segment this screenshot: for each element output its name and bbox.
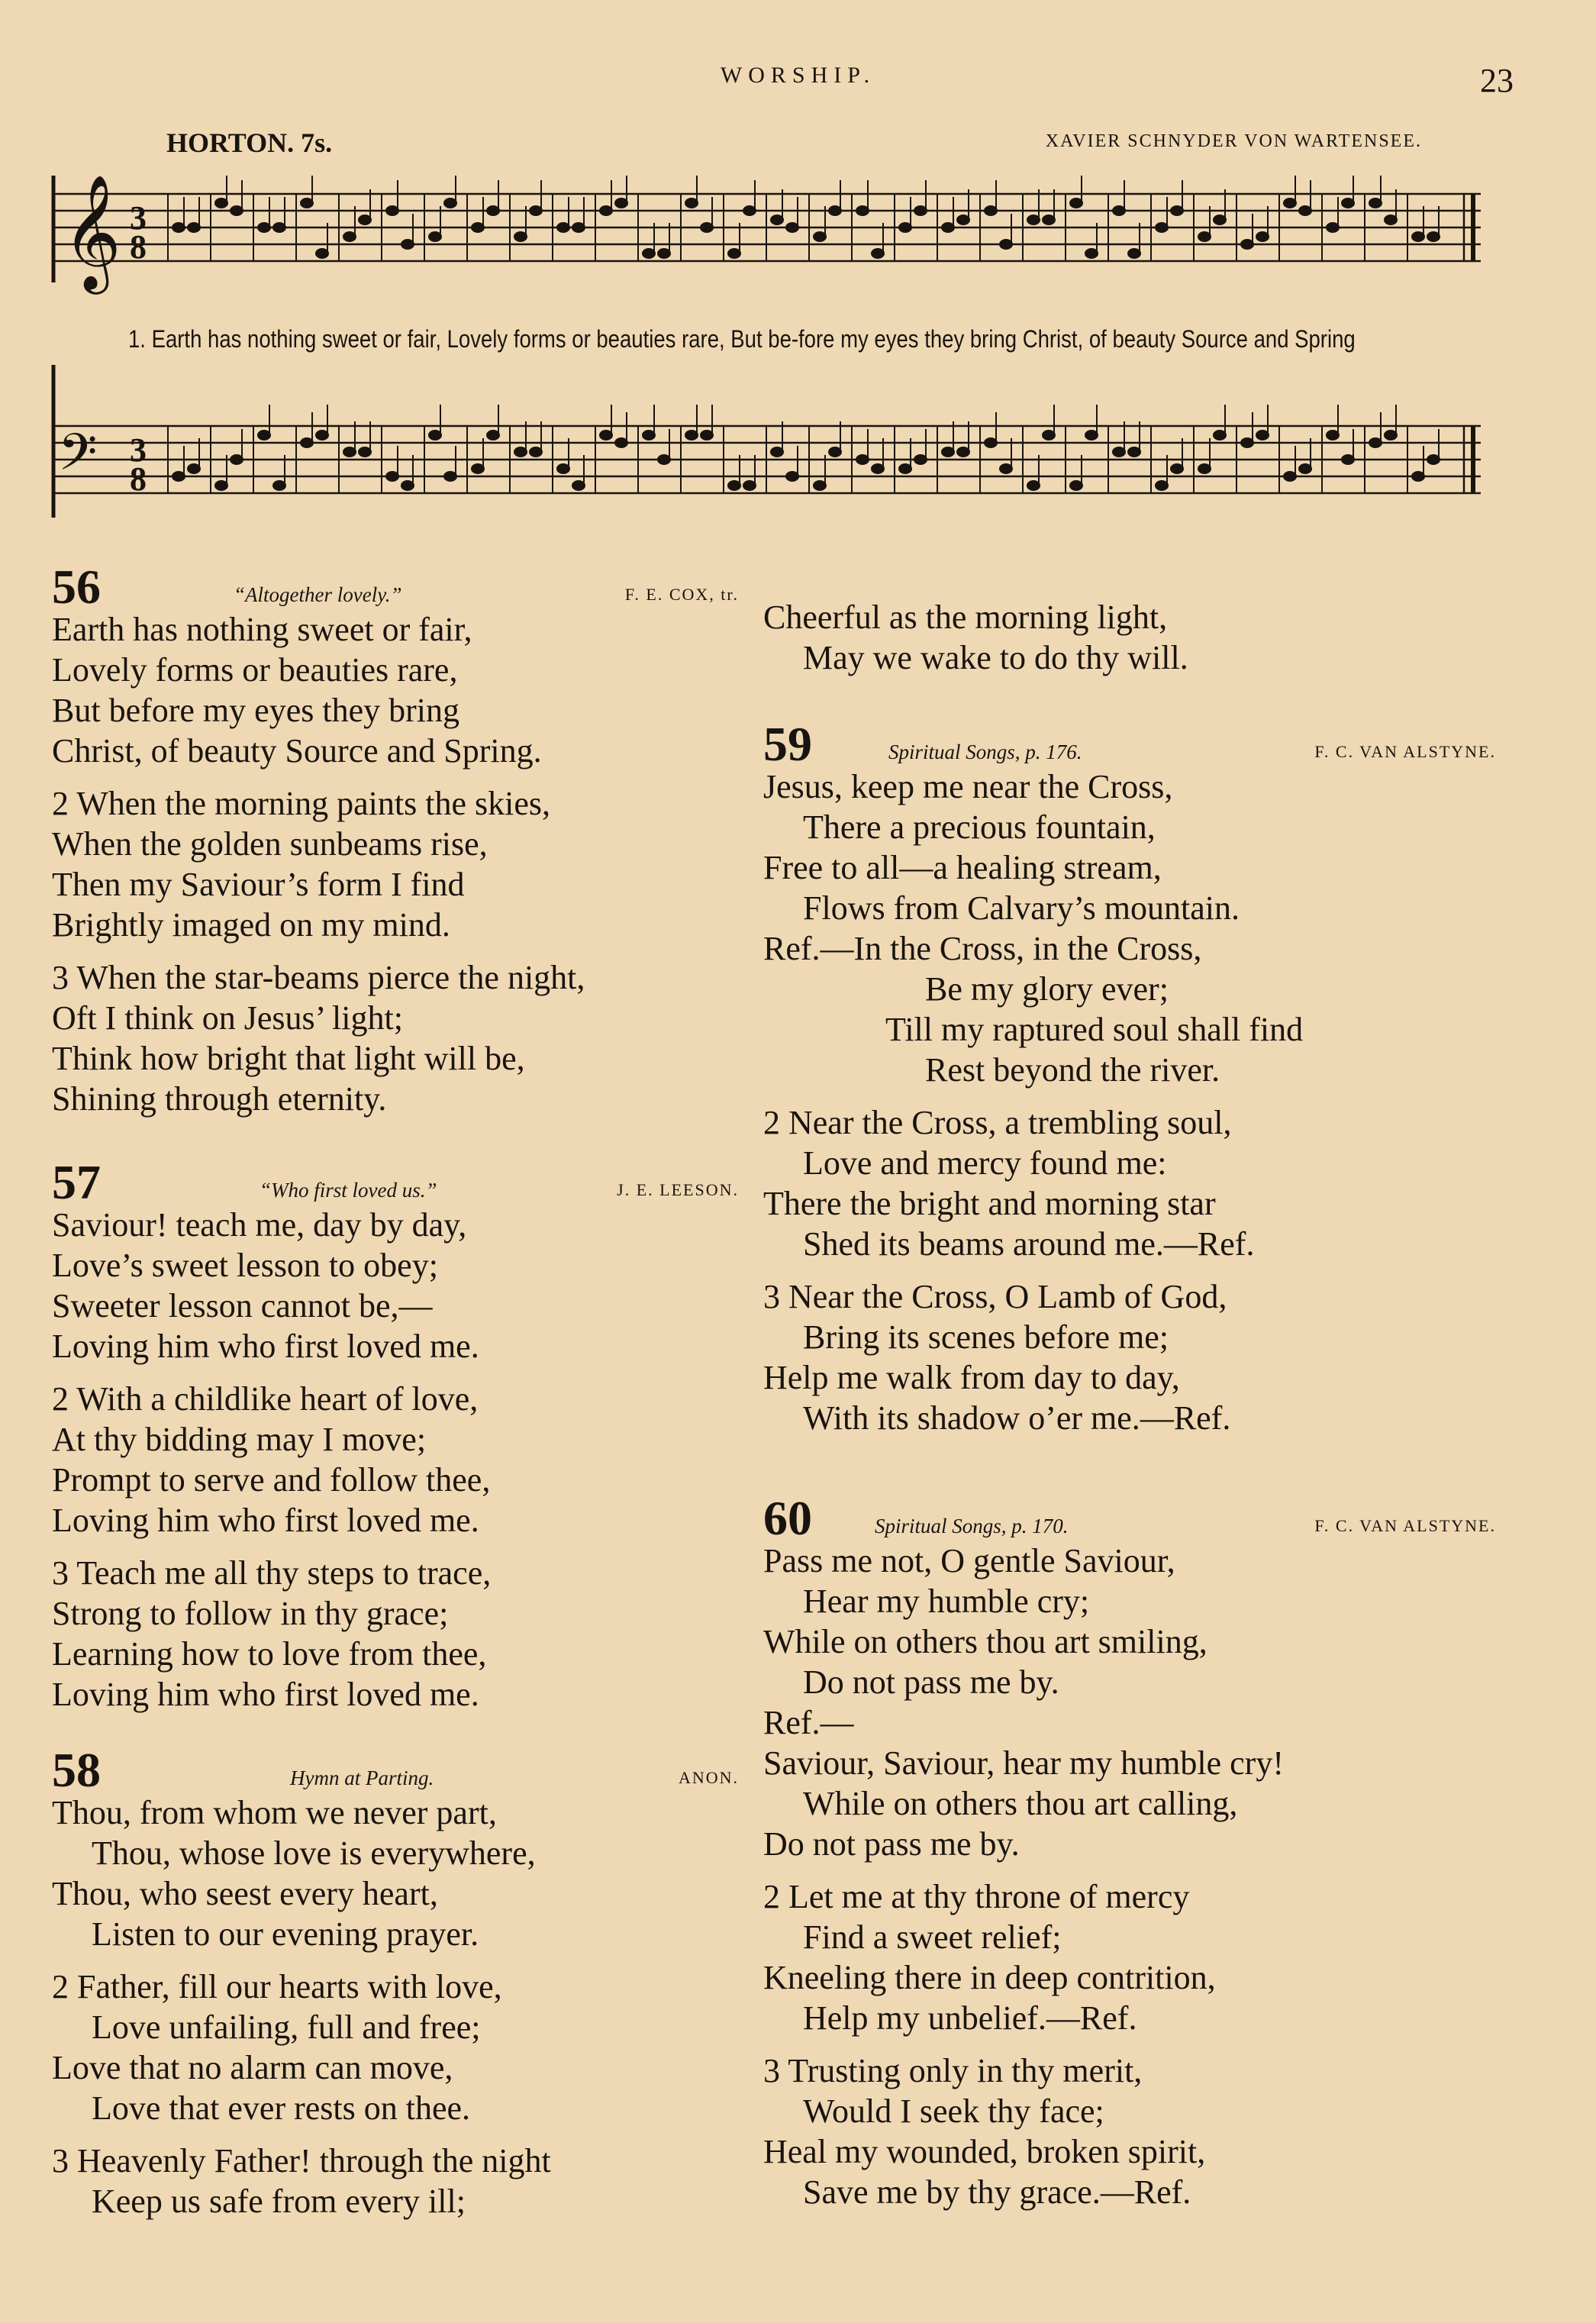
note-head xyxy=(856,455,869,464)
note-head xyxy=(1327,223,1339,232)
hymn-number: 56 xyxy=(52,560,101,614)
score-lyric: 1. Earth has nothing sweet or fair, Lovely forms or beauties rare, But be-fore my eyes they bring Christ, of beauty Source and Spring xyxy=(128,325,1356,353)
note-head xyxy=(1299,206,1311,215)
verse-line: There a precious fountain, xyxy=(803,808,1156,846)
note-head xyxy=(985,438,997,447)
note-head xyxy=(429,232,441,241)
note-head xyxy=(401,481,414,490)
hymn-number: 60 xyxy=(763,1491,812,1545)
hymn-title: Spiritual Songs, p. 170. xyxy=(875,1515,1069,1537)
verse-line: Love that no alarm can move, xyxy=(52,2049,453,2086)
verse-line: Love and mercy found me: xyxy=(803,1144,1167,1182)
hymn-title: “Who first loved us.” xyxy=(260,1179,437,1202)
note-head xyxy=(487,431,499,440)
note-head xyxy=(514,232,527,241)
composer-credit: XAVIER SCHNYDER VON WARTENSEE. xyxy=(1045,131,1422,151)
tune-name: HORTON. 7s. xyxy=(166,127,333,158)
verse-line: Save me by thy grace.—Ref. xyxy=(803,2173,1191,2211)
verse-line: Then my Saviour’s form I find xyxy=(52,866,465,903)
verse-line: Do not pass me by. xyxy=(803,1663,1059,1701)
refrain-line: Saviour, Saviour, hear my humble cry! xyxy=(763,1744,1284,1782)
verse-line: 2 Near the Cross, a trembling soul, xyxy=(763,1104,1232,1141)
running-head: WORSHIP. xyxy=(720,63,876,88)
note-head xyxy=(572,481,585,490)
note-head xyxy=(786,472,798,481)
note-head xyxy=(301,438,313,447)
note-head xyxy=(530,447,542,457)
note-head xyxy=(273,223,285,232)
note-head xyxy=(872,464,884,473)
refrain-line: Till my raptured soul shall find xyxy=(885,1011,1304,1048)
verse-line: Loving him who first loved me. xyxy=(52,1676,479,1713)
note-head xyxy=(444,198,456,208)
verse-line: 3 When the star-beams pierce the night, xyxy=(52,959,585,996)
svg-text:𝄢: 𝄢 xyxy=(58,423,98,494)
note-head xyxy=(557,464,569,473)
hymn-59 xyxy=(763,717,1496,1438)
note-head xyxy=(316,431,328,440)
hymn-title: Spiritual Songs, p. 176. xyxy=(888,740,1082,763)
verse-line: 3 Heavenly Father! through the night xyxy=(52,2142,551,2179)
svg-text:3: 3 xyxy=(130,199,147,237)
note-head xyxy=(1043,215,1055,224)
note-head xyxy=(856,206,869,215)
verse-line: Listen to our evening prayer. xyxy=(92,1915,479,1953)
note-head xyxy=(914,455,927,464)
hymn-56 xyxy=(52,560,739,1119)
note-head xyxy=(643,249,655,258)
hymn-title: Hymn at Parting. xyxy=(290,1766,434,1789)
note-head xyxy=(215,198,227,208)
note-head xyxy=(386,206,398,215)
note-head xyxy=(658,249,670,258)
note-head xyxy=(1113,206,1125,215)
verse-line: Think how bright that light will be, xyxy=(52,1040,525,1077)
verse-line: Thou, who seest every heart, xyxy=(52,1875,438,1912)
note-head xyxy=(957,215,969,224)
verse-line: May we wake to do thy will. xyxy=(803,639,1188,676)
hymn-number: 57 xyxy=(52,1155,101,1209)
note-head xyxy=(1198,464,1211,473)
note-head xyxy=(1070,481,1082,490)
note-head xyxy=(1027,215,1040,224)
verse-line: But before my eyes they bring xyxy=(52,692,459,729)
verse-line: Prompt to serve and follow thee, xyxy=(52,1461,491,1499)
verse-line: Thou, whose love is everywhere, xyxy=(92,1834,536,1872)
note-head xyxy=(1412,472,1424,481)
hymn-58 xyxy=(52,1743,739,2221)
svg-text:8: 8 xyxy=(130,460,147,498)
note-head xyxy=(658,455,670,464)
note-head xyxy=(1327,431,1339,440)
verse-line: 3 Near the Cross, O Lamb of God, xyxy=(763,1278,1227,1315)
note-head xyxy=(472,223,484,232)
note-head xyxy=(942,447,954,457)
verse-line: Earth has nothing sweet or fair, xyxy=(52,611,472,648)
note-head xyxy=(188,464,200,473)
note-head xyxy=(1171,464,1183,473)
note-head xyxy=(1412,232,1424,241)
note-head xyxy=(829,206,841,215)
verse-line: Love’s sweet lesson to obey; xyxy=(52,1247,438,1284)
note-head xyxy=(899,223,911,232)
note-head xyxy=(231,206,243,215)
verse-line: Help my unbelief.—Ref. xyxy=(803,1999,1137,2037)
note-head xyxy=(1342,198,1354,208)
refrain-line: Do not pass me by. xyxy=(763,1825,1020,1863)
note-head xyxy=(1198,232,1211,241)
verse-line: With its shadow o’er me.—Ref. xyxy=(803,1399,1231,1437)
hymn-credit: ANON. xyxy=(678,1768,739,1787)
verse-line: Strong to follow in thy grace; xyxy=(52,1595,449,1632)
verse-line: Loving him who first loved me. xyxy=(52,1328,479,1365)
note-head xyxy=(615,198,627,208)
verse-line: Help me walk from day to day, xyxy=(763,1359,1180,1396)
note-head xyxy=(258,431,270,440)
svg-text:𝄞: 𝄞 xyxy=(63,176,121,289)
note-head xyxy=(472,464,484,473)
note-head xyxy=(557,223,569,232)
note-head xyxy=(829,447,841,457)
note-head xyxy=(786,223,798,232)
note-head xyxy=(188,223,200,232)
note-head xyxy=(444,472,456,481)
note-head xyxy=(1156,223,1168,232)
verse-line: Brightly imaged on my mind. xyxy=(52,906,450,944)
hymn-number: 58 xyxy=(52,1743,101,1797)
note-head xyxy=(1256,431,1269,440)
hymn-credit: F. E. COX, tr. xyxy=(624,585,739,604)
note-head xyxy=(1171,206,1183,215)
page-number: 23 xyxy=(1480,62,1514,99)
note-head xyxy=(643,431,655,440)
note-head xyxy=(1427,455,1440,464)
verse-line: There the bright and morning star xyxy=(763,1185,1216,1222)
note-head xyxy=(1342,455,1354,464)
note-head xyxy=(615,438,627,447)
note-head xyxy=(1385,431,1397,440)
verse-line: Shed its beams around me.—Ref. xyxy=(803,1225,1255,1263)
note-head xyxy=(957,447,969,457)
hymn-57 xyxy=(52,1155,739,1715)
hymn-credit: F. C. VAN ALSTYNE. xyxy=(1314,742,1496,761)
verse-line: Bring its scenes before me; xyxy=(803,1318,1169,1356)
note-head xyxy=(386,472,398,481)
verse-line: Jesus, keep me near the Cross, xyxy=(763,768,1173,805)
verse-line: Find a sweet relief; xyxy=(803,1918,1062,1956)
hymn-60 xyxy=(763,1491,1496,2212)
refrain-line: Be my glory ever; xyxy=(925,970,1169,1008)
note-head xyxy=(172,223,185,232)
hymn-credit: F. C. VAN ALSTYNE. xyxy=(1314,1516,1496,1535)
refrain-label: Ref.— xyxy=(763,1704,854,1741)
note-head xyxy=(914,206,927,215)
note-head xyxy=(685,198,698,208)
note-head xyxy=(1427,232,1440,241)
verse-line: Sweeter lesson cannot be,— xyxy=(52,1287,433,1324)
verse-line: At thy bidding may I move; xyxy=(52,1421,427,1458)
note-head xyxy=(1128,447,1140,457)
verse-line: Flows from Calvary’s mountain. xyxy=(803,889,1240,927)
note-head xyxy=(814,232,826,241)
note-head xyxy=(1369,438,1382,447)
note-head xyxy=(1241,438,1253,447)
refrain-line: While on others thou art calling, xyxy=(803,1785,1238,1822)
note-head xyxy=(1070,198,1082,208)
verse-line: Keep us safe from every ill; xyxy=(92,2183,466,2220)
verse-line: Lovely forms or beauties rare, xyxy=(52,651,458,689)
note-head xyxy=(429,431,441,440)
note-head xyxy=(872,249,884,258)
verse-line: Hear my humble cry; xyxy=(803,1583,1090,1620)
note-head xyxy=(1085,249,1098,258)
note-head xyxy=(316,249,328,258)
verse-line: Love unfailing, full and free; xyxy=(92,2008,481,2046)
bass-staff xyxy=(46,365,1488,525)
verse-line: 2 Father, fill our hearts with love, xyxy=(52,1968,502,2005)
verse-line: Heal my wounded, broken spirit, xyxy=(763,2133,1206,2170)
verse-line: Shining through eternity. xyxy=(52,1080,387,1118)
treble-staff xyxy=(46,176,1488,305)
verse-line: Thou, from whom we never part, xyxy=(52,1794,497,1831)
note-head xyxy=(743,481,756,490)
note-head xyxy=(172,472,185,481)
note-head xyxy=(231,455,243,464)
note-head xyxy=(701,223,713,232)
note-head xyxy=(1000,240,1012,249)
verse-line: Saviour! teach me, day by day, xyxy=(52,1206,467,1244)
note-head xyxy=(600,431,612,440)
note-head xyxy=(343,447,356,457)
verse-line: 2 With a childlike heart of love, xyxy=(52,1380,479,1418)
refrain-line: Rest beyond the river. xyxy=(925,1051,1220,1089)
verse-line: 2 When the morning paints the skies, xyxy=(52,785,550,822)
verse-line: Would I seek thy face; xyxy=(803,2092,1104,2130)
note-head xyxy=(1027,481,1040,490)
note-head xyxy=(1113,447,1125,457)
note-head xyxy=(1128,249,1140,258)
note-head xyxy=(1241,240,1253,249)
note-head xyxy=(1214,431,1226,440)
note-head xyxy=(530,206,542,215)
verse-line: When the golden sunbeams rise, xyxy=(52,825,488,863)
note-head xyxy=(728,249,740,258)
note-head xyxy=(1299,464,1311,473)
verse-line: Loving him who first loved me. xyxy=(52,1502,479,1539)
note-head xyxy=(514,447,527,457)
verse-line: Oft I think on Jesus’ light; xyxy=(52,999,403,1037)
note-head xyxy=(771,447,783,457)
hymn-number: 59 xyxy=(763,717,812,771)
note-head xyxy=(273,481,285,490)
note-head xyxy=(1156,481,1168,490)
note-head xyxy=(1284,472,1296,481)
note-head xyxy=(1385,215,1397,224)
hymn-credit: J. E. LEESON. xyxy=(617,1180,739,1199)
refrain-line: Ref.—In the Cross, in the Cross, xyxy=(763,930,1202,967)
verse-line: Christ, of beauty Source and Spring. xyxy=(52,732,542,769)
note-head xyxy=(1214,215,1226,224)
note-head xyxy=(942,223,954,232)
note-head xyxy=(899,464,911,473)
verse-line: Learning how to love from thee, xyxy=(52,1635,487,1673)
note-head xyxy=(728,481,740,490)
note-head xyxy=(985,206,997,215)
note-head xyxy=(258,223,270,232)
note-head xyxy=(701,431,713,440)
verse-line: Kneeling there in deep contrition, xyxy=(763,1959,1216,1996)
verse-line: 3 Trusting only in thy merit, xyxy=(763,2052,1143,2089)
verse-line: Love that ever rests on thee. xyxy=(92,2089,471,2127)
note-head xyxy=(600,206,612,215)
verse-line: Pass me not, O gentle Saviour, xyxy=(763,1542,1175,1579)
svg-text:8: 8 xyxy=(130,228,147,266)
note-head xyxy=(487,206,499,215)
verse-line: While on others thou art smiling, xyxy=(763,1623,1207,1660)
hymn-title: “Altogether lovely.” xyxy=(234,583,402,606)
note-head xyxy=(359,215,371,224)
note-head xyxy=(685,431,698,440)
svg-text:3: 3 xyxy=(130,431,147,469)
note-head xyxy=(771,215,783,224)
note-head xyxy=(301,198,313,208)
note-head xyxy=(1284,198,1296,208)
note-head xyxy=(215,481,227,490)
note-head xyxy=(814,481,826,490)
verse-line: 3 Teach me all thy steps to trace, xyxy=(52,1554,492,1592)
note-head xyxy=(401,240,414,249)
note-head xyxy=(1085,431,1098,440)
note-head xyxy=(1369,198,1382,208)
note-head xyxy=(743,206,756,215)
verse-line: Free to all—a healing stream, xyxy=(763,849,1162,886)
hymn-58-continued xyxy=(763,597,1496,678)
note-head xyxy=(343,232,356,241)
note-head xyxy=(1000,464,1012,473)
note-head xyxy=(359,447,371,457)
note-head xyxy=(1256,232,1269,241)
note-head xyxy=(572,223,585,232)
verse-line: Cheerful as the morning light, xyxy=(763,598,1168,636)
note-head xyxy=(1043,431,1055,440)
verse-line: 2 Let me at thy throne of mercy xyxy=(763,1878,1190,1915)
